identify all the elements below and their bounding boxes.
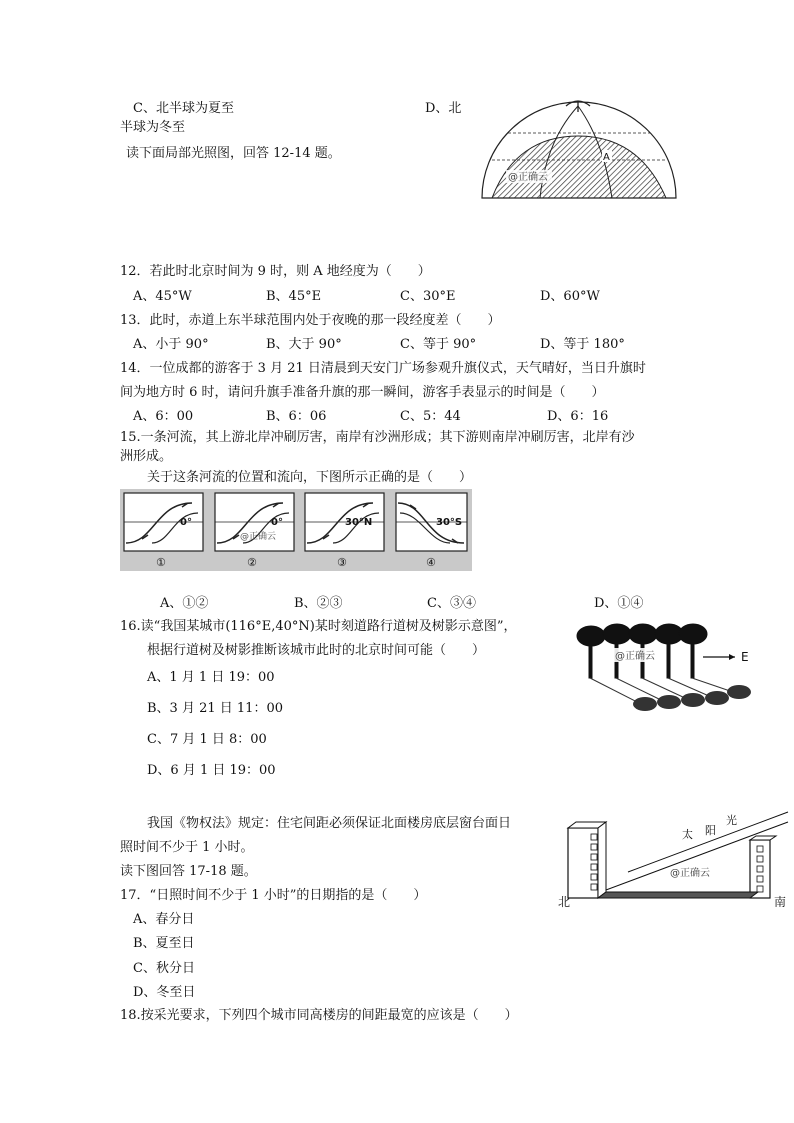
north-building (568, 822, 606, 898)
q16-option-b: B、3 月 21 日 11：00 (147, 701, 283, 716)
question-16-line2: 根据行道树及树影推断该城市此时的北京时间可能（ ） (147, 643, 486, 658)
q15-option-d: D、①④ (594, 596, 644, 611)
q17-option-b: B、夏至日 (133, 936, 195, 951)
panel-1-num: ① (156, 556, 166, 569)
q13-option-a: A、小于 90° (133, 337, 209, 352)
panel-3-lat: 30°N (345, 517, 373, 528)
q16-option-d: D、6 月 1 日 19：00 (147, 763, 276, 778)
tree-shadow-figure (575, 620, 765, 718)
q15-option-c: C、③④ (427, 596, 476, 611)
panel-2-num: ② (247, 556, 257, 569)
question-17: 17．“日照时间不少于 1 小时”的日期指的是（ ） (120, 888, 427, 903)
panel-1-lat: 0° (180, 517, 192, 528)
south-building (750, 836, 776, 898)
east-label: E (741, 650, 749, 664)
question-15-line1: 15.一条河流，其上游北岸冲刷厉害，南岸有沙洲形成；其下游则南岸冲刷厉害，北岸有沙 (120, 430, 635, 445)
north-label: 北 (558, 895, 571, 909)
illumination-map-figure (478, 98, 680, 202)
q14-option-d: D、6：16 (547, 409, 609, 424)
panel-3-num: ③ (337, 556, 347, 569)
question-15-prompt: 关于这条河流的位置和流向，下图所示正确的是（ ） (147, 470, 473, 485)
q15-option-b: B、②③ (294, 596, 343, 611)
q17-option-a: A、春分日 (133, 912, 195, 927)
sun-label-1: 太 (682, 828, 693, 841)
q13-option-c: C、等于 90° (400, 337, 477, 352)
q12-option-b: B、45°E (266, 289, 322, 304)
q17-option-c: C、秋分日 (133, 961, 195, 976)
q16-option-c: C、7 月 1 日 8：00 (147, 732, 267, 747)
question-14-line2: 间为地方时 6 时，请问升旗手准备升旗的那一瞬间，游客手表显示的时间是（ ） (120, 385, 605, 400)
river-panels-figure (120, 489, 472, 571)
q12-option-c: C、30°E (400, 289, 456, 304)
south-label: 南 (774, 895, 787, 909)
watermark-1: @正确云 (508, 172, 548, 183)
q12-option-a: A、45°W (133, 289, 192, 304)
option-d-q11: D、北 (425, 101, 462, 116)
question-13: 13．此时，赤道上东半球范围内处于夜晚的那一段经度差（ ） (120, 313, 501, 328)
watermark-4: @正确云 (670, 868, 710, 879)
passage-17-line1: 我国《物权法》规定：住宅间距必须保证北面楼房底层窗台面日 (147, 816, 512, 831)
option-c-q11: C、北半球为夏至 (133, 101, 234, 116)
river-panel-4 (396, 493, 467, 551)
sun-label-3: 光 (726, 814, 737, 827)
q14-option-c: C、5：44 (400, 409, 461, 424)
point-a-label: A (603, 152, 610, 163)
question-14-line1: 14．一位成都的游客于 3 月 21 日清晨到天安门广场参观升旗仪式，天气晴好，当日升旗时 (120, 361, 646, 376)
q14-option-a: A、6：00 (133, 409, 194, 424)
q12-option-d: D、60°W (540, 289, 600, 304)
q14-option-b: B、6：06 (266, 409, 327, 424)
q15-option-a: A、①② (160, 596, 209, 611)
watermark-2: @正确云 (240, 532, 277, 542)
watermark-3: @正确云 (615, 651, 655, 662)
river-panel-1 (124, 493, 203, 551)
question-15-line2: 洲形成。 (120, 449, 173, 464)
river-panel-2 (215, 493, 294, 551)
passage-17-line2: 照时间不少于 1 小时。 (120, 840, 254, 855)
intro-12-14: 读下面局部光照图，回答 12-14 题。 (126, 146, 341, 161)
ground-gap (598, 892, 758, 898)
sun-label-2: 阳 (705, 824, 716, 837)
passage-17-line3: 读下图回答 17-18 题。 (120, 864, 257, 879)
q17-option-d: D、冬至日 (133, 985, 196, 1000)
building-spacing-figure (558, 810, 792, 910)
q16-option-a: A、1 月 1 日 19：00 (147, 670, 275, 685)
river-panel-3 (305, 493, 384, 551)
question-18: 18.按采光要求，下列四个城市同高楼房的间距最宽的应该是（ ） (120, 1008, 518, 1023)
panel-4-num: ④ (426, 556, 436, 569)
question-12: 12．若此时北京时间为 9 时，则 A 地经度为（ ） (120, 264, 431, 279)
q13-option-b: B、大于 90° (266, 337, 342, 352)
panel-4-lat: 30°S (436, 517, 463, 528)
q13-option-d: D、等于 180° (540, 337, 625, 352)
option-d-q11-cont: 半球为冬至 (120, 120, 186, 135)
question-16-line1: 16.读“我国某城市(116°E,40°N)某时刻道路行道树及树影示意图”， (120, 619, 517, 634)
panel-2-lat: 0° (271, 517, 283, 528)
